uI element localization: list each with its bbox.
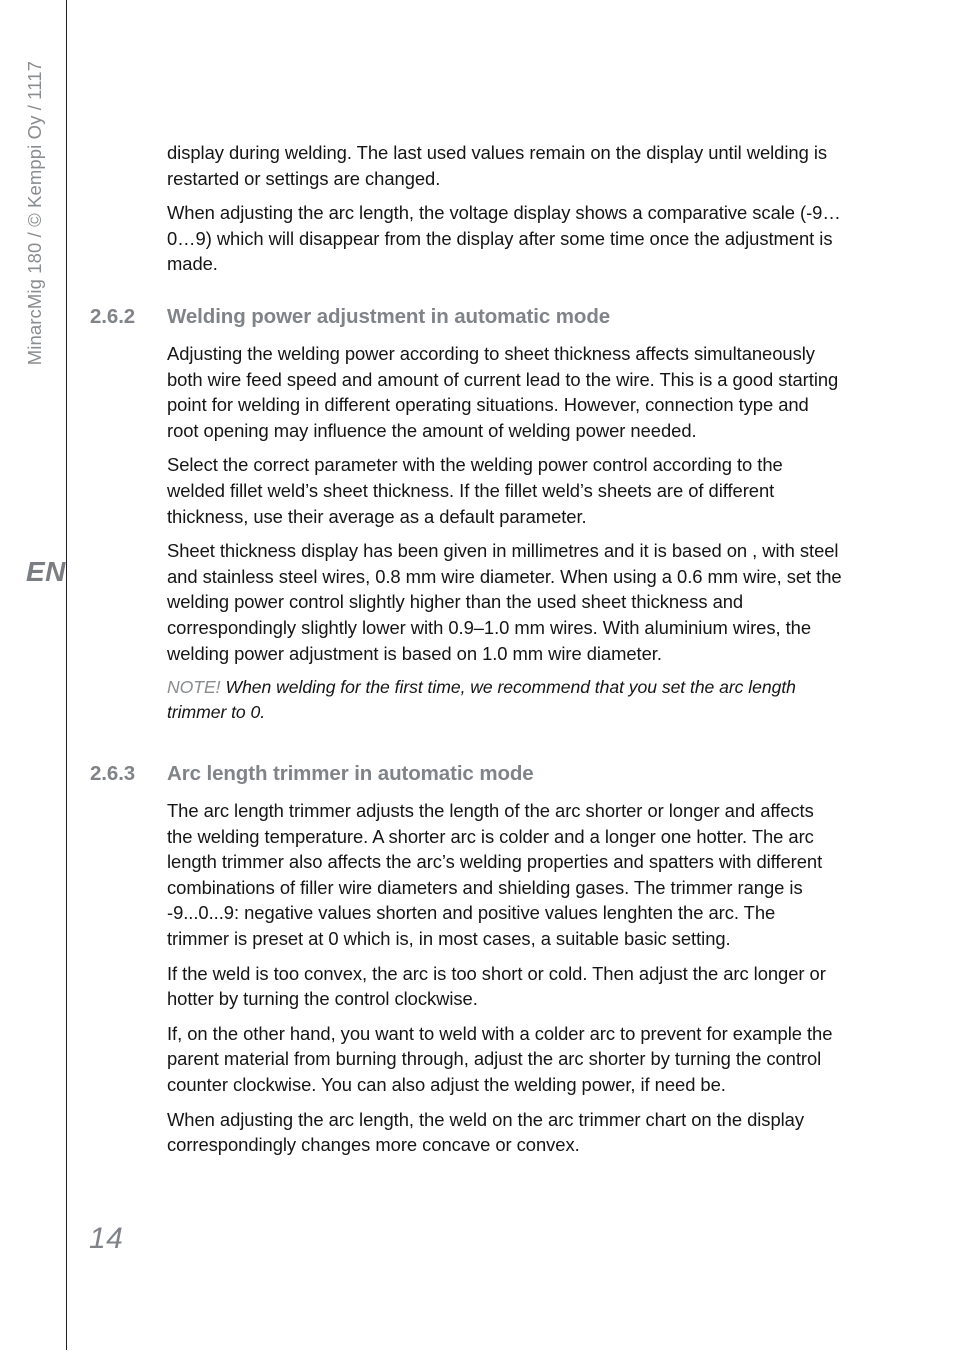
paragraph-continued-display: display during welding. The last used values remain on the display until welding is restarted or settings are changed. [167, 142, 827, 189]
page-content [90, 140, 842, 1167]
paragraph-select-correct-parameter: Select the correct parameter with the welding power control according to the welded fillet weld’s sheet thickness. If the fillet weld’s sheets are of different thickness, use their average as a default parameter. [167, 454, 783, 527]
note-text: When welding for the first time, we recommend that you set the arc length trimmer to 0. [167, 677, 796, 723]
heading-2-6-3-title: Arc length trimmer in automatic mode [167, 762, 534, 786]
paragraph-trimmer-chart: When adjusting the arc length, the weld on the arc trimmer chart on the display correspondingly changes more concave or convex. [167, 1108, 804, 1156]
margin-divider-rule [66, 0, 67, 1350]
heading-2-6-3 [90, 761, 842, 787]
heading-2-6-2 [90, 304, 842, 330]
heading-2-6-2-title: Welding power adjustment in automatic mode [167, 304, 611, 328]
sidebar-language-code: EN [26, 556, 66, 587]
paragraph-arc-length-scale: When adjusting the arc length, the voltage display shows a comparative scale (-9…0…9) which will disappear from the display after some time once the adjustment is made. [167, 202, 841, 275]
paragraph-weld-too-convex: If the weld is too convex, the arc is too short or cold. Then adjust the arc longer or hotter by turning the control clockwise. [167, 962, 826, 1010]
note-label: NOTE! [167, 677, 221, 698]
paragraph-sheet-thickness-display: Sheet thickness display has been given in millimetres and it is based on , with steel and stainless steel wires, 0.8 mm wire diameter. When using a 0.6 mm wire, set the welding power control slightly higher than the used sheet thickness and correspondingly slightly lower with 0.9–1.0 mm wires. With aluminium wires, the welding power adjustment is based on 1.0 mm wire diameter. [167, 540, 842, 664]
note-block [167, 675, 842, 725]
sidebar-imprint-text: MinarcMig 180 / © Kemppi Oy / 1117 [24, 61, 45, 366]
heading-2-6-2-number: 2.6.2 [90, 304, 136, 328]
page-number: 14 [89, 1222, 124, 1255]
paragraph-welding-power-adjusting: Adjusting the welding power according to sheet thickness affects simultaneously both wire feed speed and amount of current lead to the wire. This is a good starting point for welding in different operating situations. However, connection type and root opening may influence the amount of welding power needed. [167, 342, 839, 441]
paragraph-colder-arc: If, on the other hand, you want to weld with a colder arc to prevent for example the parent material from burning through, adjust the arc shorter by turning the control counter clockwise. You can also adjust the welding power, if need be. [167, 1022, 833, 1096]
heading-2-6-3-number: 2.6.3 [90, 762, 136, 786]
paragraph-trimmer-description: The arc length trimmer adjusts the length of the arc shorter or longer and affects the welding temperature. A shorter arc is colder and a longer one hotter. The arc length trimmer also affects the arc’s welding properties and spatters with different combinations of filler wire diameters and shielding gases. The trimmer range is -9...0...9: negative values shorten and positive values lenghten the arc. The trimmer is preset at 0 which is, in most cases, a suitable basic setting. [167, 800, 823, 950]
